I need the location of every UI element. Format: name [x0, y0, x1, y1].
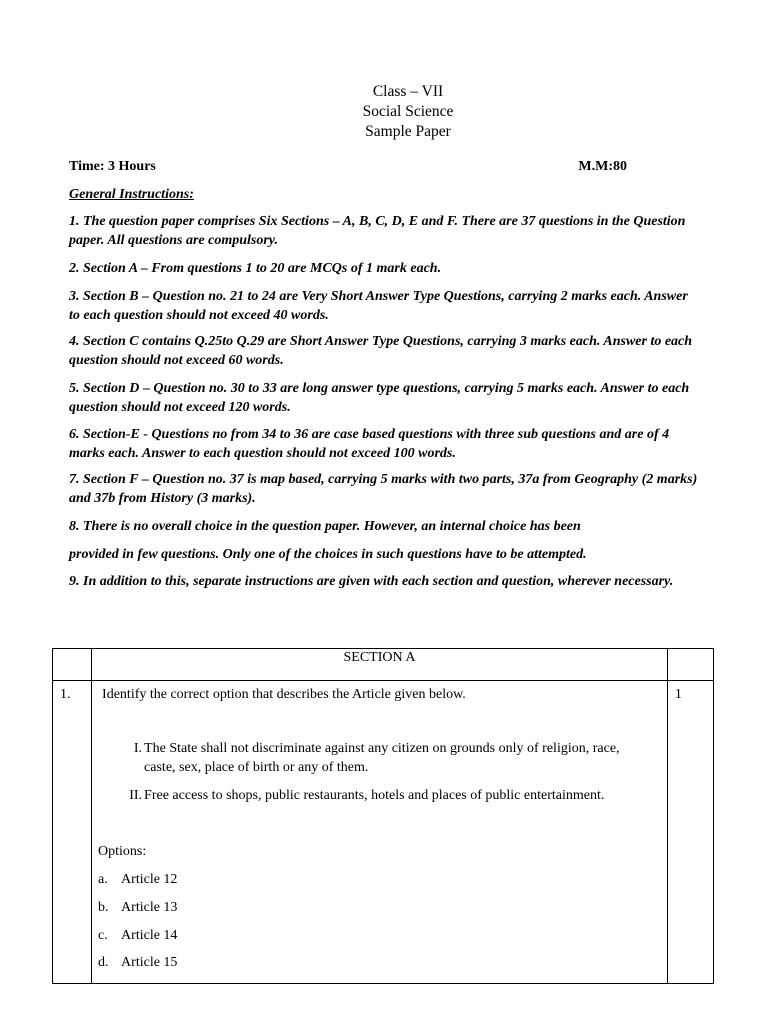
option-item: [98, 899, 177, 917]
option-letter: c.: [98, 928, 108, 943]
statement-text: The State shall not discriminate against any citizen on grounds only of religion, race, caste, sex, place of birth or any of them.: [144, 741, 620, 775]
paper-title-block: [0, 82, 768, 142]
instruction-item: 2. Section A – From questions 1 to 20 are MCQs of 1 mark each.: [69, 261, 442, 276]
section-title: SECTION A: [92, 649, 668, 681]
paper-title: Sample Paper: [365, 123, 451, 140]
instruction-item: 5. Section D – Question no. 30 to 33 are long answer type questions, carrying 5 marks each. Answer to each question should not exceed 120 words.: [69, 381, 690, 415]
option-item: [98, 927, 177, 945]
option-letter: b.: [98, 900, 109, 915]
empty-cell: [53, 649, 92, 681]
instruction-item: 6. Section-E - Questions no from 34 to 36 are case based questions with three sub questions and are of 4 marks each. Answer to each question should not exceed 100 words.: [69, 427, 670, 461]
time-allowed: Time: 3 Hours: [69, 159, 156, 174]
instruction-item: 7. Section F – Question no. 37 is map based, carrying 5 marks with two parts, 37a from Geography (2 marks) and 37b from History (3 marks).: [69, 472, 698, 506]
question-body: [92, 681, 668, 984]
instruction-item: 8. There is no overall choice in the question paper. However, an internal choice has been: [69, 519, 581, 534]
statement-numeral: II.: [129, 788, 143, 803]
option-letter: d.: [98, 955, 109, 970]
instruction-item: 4. Section C contains Q.25to Q.29 are Short Answer Type Questions, carrying 3 marks each. Answer to each question should not exceed 60 words.: [69, 334, 693, 368]
instruction-item: 1. The question paper comprises Six Sections – A, B, C, D, E and F. There are 37 questions in the Question paper. All questions are compulsory.: [69, 214, 686, 248]
question-number: 1.: [53, 681, 92, 984]
statement-item: [120, 740, 640, 777]
instruction-item: 9. In addition to this, separate instructions are given with each section and question, wherever necessary.: [69, 574, 674, 589]
time-marks-row: [69, 158, 627, 176]
option-item: [98, 954, 177, 972]
option-text: Article 14: [121, 928, 178, 943]
instructions-heading: General Instructions:: [69, 187, 194, 202]
instruction-item: provided in few questions. Only one of the choices in such questions have to be attempted.: [69, 547, 587, 562]
option-item: [98, 871, 177, 889]
statement-numeral: I.: [133, 741, 143, 756]
options-label: Options:: [98, 844, 147, 859]
option-letter: a.: [98, 872, 108, 887]
class-title: Class – VII: [372, 83, 444, 100]
subject-title: Social Science: [362, 103, 454, 120]
question-row: [53, 681, 714, 984]
question-table: [52, 648, 714, 984]
option-text: Article 12: [121, 872, 178, 887]
question-text: Identify the correct option that describes the Article given below.: [102, 687, 466, 702]
empty-cell: [667, 649, 713, 681]
statement-item: [120, 787, 640, 806]
max-marks: M.M:80: [578, 159, 627, 174]
statement-text: Free access to shops, public restaurants, hotels and places of public entertainment.: [144, 788, 605, 803]
instruction-item: 3. Section B – Question no. 21 to 24 are Very Short Answer Type Questions, carrying 2 marks each. Answer to each question should not exceed 40 words.: [69, 289, 688, 323]
question-marks: 1: [667, 681, 713, 984]
option-text: Article 15: [121, 955, 178, 970]
section-header-row: [53, 649, 714, 681]
option-text: Article 13: [121, 900, 178, 915]
